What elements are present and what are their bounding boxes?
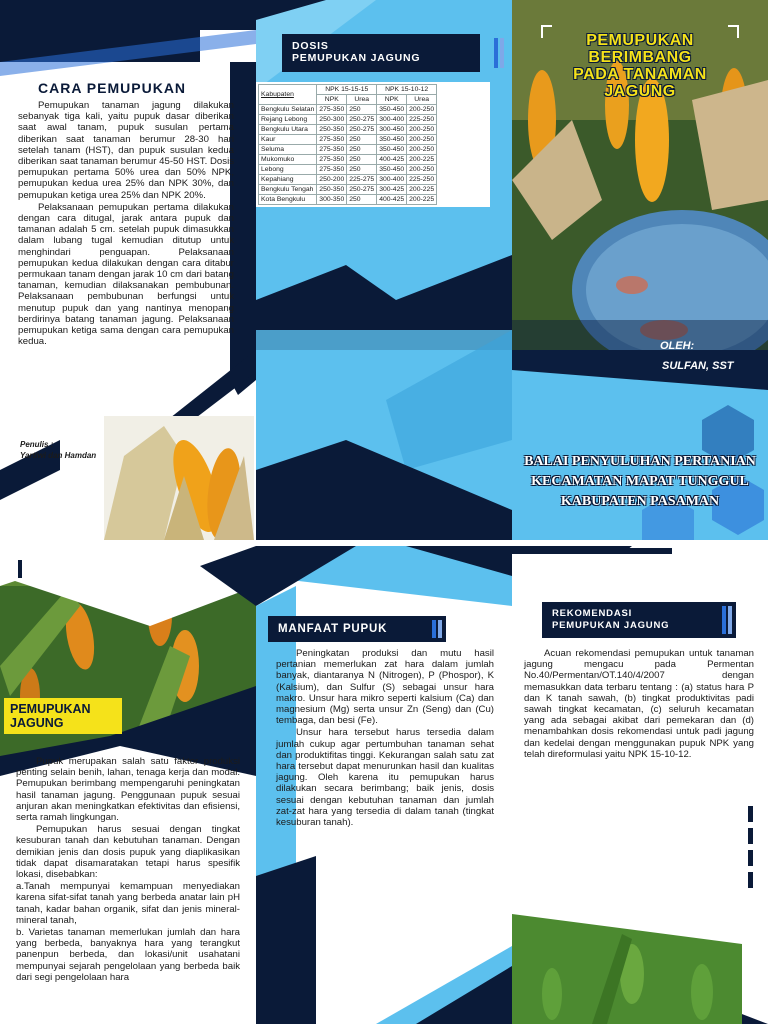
table-cell: 300-425 (377, 185, 407, 195)
table-row (259, 155, 437, 165)
table-cell: 275-350 (317, 145, 347, 155)
panel-cara-pemupukan (0, 0, 256, 540)
cover-title-line2: BERIMBANG (588, 49, 692, 66)
cara-paragraph-2: Pelaksanaan pemupukan pertama dilakukan dengan cara ditugal, jarak antara pupuk dan tamanan adalah 5 cm. setelah pupuk dimasukkan dalam lubang tugal kemudian ditutup untuk menghindari penguapan. Pelaksanaan pemupukan kedua dilakukan dengan cara ditabur permukaan tanam dengan jarak 10 cm dari batang tanaman, kemudian dilaksanakan pembubunan. Pelaksanaan pembubunan berfungsi untuk menutup pupuk dan yang nantinya menopang berdirinya batang tanaman jagung. Pelaksanaan pemupukan ketiga sama dengan cara pemupukan kedua. (18, 201, 234, 348)
dosis-stripe-2 (500, 38, 504, 68)
table-cell: 275-350 (317, 135, 347, 145)
pemupukan-title-line1: PEMUPUKAN (10, 702, 91, 716)
table-subheader-npk-2: NPK (377, 95, 407, 105)
cara-paragraph-1: Pemupukan tanaman jagung dilakukan sebanyak tiga kali, yaitu pupuk dasar diberikan saat awal tanam, pupuk susulan pertama diberikan saat tanaman berumur 28-30 hari setelah tanam (HST), dan pupuk susulan kedua diberikan saat tanaman berumur 45-50 HST. Dosis pemupukan pertama 50% urea dan 50% NPK, pemupukan kedua urea 25% dan NPK 30%, dan pemupukan ketiga urea 25% dan NPK 20%. (18, 100, 234, 201)
pemupukan-paragraph-3: a.Tanah mempunyai kemampuan menyediakan karena sifat-sifat tanah yang berbeda anatar lain pH tanah, kadar bahan organik, sifat dan jenis mineral-mineral tanah, (16, 881, 240, 926)
dosis-banner (282, 34, 480, 72)
table-row (259, 135, 437, 145)
table-cell: 275-350 (317, 155, 347, 165)
table-cell: 350-450 (377, 145, 407, 155)
table-row (259, 115, 437, 125)
table-cell: 250-350 (317, 185, 347, 195)
table-header-group1: NPK 15-15-15 (317, 85, 377, 95)
table-cell: 200-225 (407, 155, 437, 165)
table-row (259, 165, 437, 175)
cover-org (516, 452, 764, 512)
dosis-stripe-1 (494, 38, 498, 68)
table-subheader-npk-1: NPK (317, 95, 347, 105)
rekomendasi-stripe-1 (722, 606, 726, 634)
table-cell: 200-250 (407, 165, 437, 175)
penulis-label: Penulis : (20, 440, 54, 449)
table-row (259, 175, 437, 185)
dosis-table-wrap (256, 82, 490, 207)
panel-manfaat-pupuk (256, 546, 512, 1024)
cover-author: SULFAN, SST (662, 360, 734, 372)
table-cell: 250 (347, 155, 377, 165)
table-cell: 250-200 (317, 175, 347, 185)
table-cell: 350-450 (377, 135, 407, 145)
rekomendasi-stripe-2 (728, 606, 732, 634)
rekomendasi-body (524, 648, 754, 761)
table-cell: 200-250 (407, 145, 437, 155)
rekomendasi-title-line1: REKOMENDASI (552, 608, 633, 619)
table-cell: 350-450 (377, 105, 407, 115)
table-cell: Rejang Lebong (259, 115, 317, 125)
table-cell: Lebong (259, 165, 317, 175)
table-cell: Kota Bengkulu (259, 195, 317, 205)
table-cell: 400-425 (377, 195, 407, 205)
corn-plant-photo (512, 904, 742, 1024)
table-cell: 200-225 (407, 195, 437, 205)
table-cell: 275-350 (317, 105, 347, 115)
table-cell: 250-300 (317, 115, 347, 125)
cover-org-line1: BALAI PENYULUHAN PERTANIAN (524, 454, 756, 469)
panel-rekomendasi (512, 546, 768, 1024)
table-cell: 250-275 (347, 125, 377, 135)
table-cell: 250-275 (347, 185, 377, 195)
pemupukan-title (4, 698, 122, 734)
dosis-title-line1: DOSIS (292, 40, 329, 52)
table-cell: 225-250 (407, 115, 437, 125)
cover-title-line3: PADA TANAMAN (573, 66, 707, 83)
cover-org-line2: KECAMATAN MAPAT TUNGGUL (531, 474, 749, 489)
cover-title-line1: PEMUPUKAN (586, 32, 694, 49)
table-row (259, 145, 437, 155)
manfaat-paragraph-2: Unsur hara tersebut harus tersedia dalam jumlah cukup agar pertumbuhan tanaman sehat dan produktifitas tinggi. Kekurangan salah satu zat hara tersebut dapat menurunkan hasil dan kualitas jagung. Oleh karena itu pemupukan harus dilakukan secara berimbang; baik jenis, dosis sesuai dengan kebutuhan tanaman dan jumlah zat-zat hara yang tersedia di dalam tanah (tingkat kesuburan tanah). (276, 727, 494, 829)
penulis-names: Yartiwi dan Hamdan (20, 451, 97, 460)
pemupukan-paragraph-2: Pemupukan harus sesuai dengan tingkat kesuburan tanah dan kebutuhan tanaman. Dengan demikian jenis dan dosis pupuk yang diaplikasikan tidak dapat disamaratakan tetapi harus spesifik lokasi, disebabkan: (16, 824, 240, 881)
table-cell: 200-250 (407, 135, 437, 145)
cover-title-line4: JAGUNG (604, 83, 676, 100)
pemupukan-paragraph-4: b. Varietas tanaman memerlukan jumlah dan hara yang berbeda, banyaknya hara yang terangkut panenpun berbeda, dan lokasi/unit usahatani mempunyai sejarah pengelolaan yang berbeda baik dari segi pengelolaan hara (16, 927, 240, 983)
table-cell: Bengkulu Utara (259, 125, 317, 135)
rekomendasi-title-line2: PEMUPUKAN JAGUNG (552, 620, 670, 631)
dosis-table (258, 84, 437, 205)
table-cell: 400-425 (377, 155, 407, 165)
rekomendasi-banner (542, 602, 736, 638)
table-header-group2: NPK 15-10-12 (377, 85, 437, 95)
table-cell: 350-450 (377, 165, 407, 175)
corn-photo (104, 416, 254, 540)
manfaat-paragraph-1: Peningkatan produksi dan mutu hasil pertanian memerlukan zat hara dalam jumlah banyak, diantaranya N (Nitrogen), P (Phospor), K (Kalsium), dan Sulfur (S) sebagai unsur hara makro. Unsur hara mikro seperti kalsium (Ca) dan magnesium (Mg) serta unsur Zn (Seng) dan (Cu) tembaga, dan besi (Fe). (276, 648, 494, 727)
table-subheader-urea-1: Urea (347, 95, 377, 105)
manfaat-stripe-1 (432, 620, 436, 638)
table-cell: 250 (347, 135, 377, 145)
table-cell: 300-400 (377, 115, 407, 125)
table-header-kabupaten: Kabupaten (259, 85, 317, 105)
panel-dosis (256, 0, 512, 540)
table-cell: 225-275 (347, 175, 377, 185)
table-cell: 250-275 (347, 115, 377, 125)
table-cell: 250 (347, 145, 377, 155)
manfaat-body (276, 648, 494, 829)
cara-title: CARA PEMUPUKAN (38, 80, 187, 96)
table-cell: Kaur (259, 135, 317, 145)
table-row (259, 125, 437, 135)
table-cell: 225-250 (407, 175, 437, 185)
table-cell: 200-250 (407, 105, 437, 115)
manfaat-title: MANFAAT PUPUK (278, 623, 388, 635)
cover-title (542, 32, 738, 100)
table-cell: 300-400 (377, 175, 407, 185)
table-cell: 300-350 (317, 195, 347, 205)
table-cell: Bengkulu Tengah (259, 185, 317, 195)
table-cell: 250-350 (317, 125, 347, 135)
cover-org-line3: KABUPATEN PASAMAN (560, 494, 720, 509)
table-cell: 200-225 (407, 185, 437, 195)
table-row (259, 105, 437, 115)
pemupukan-body (16, 756, 240, 1024)
table-subheader-urea-2: Urea (407, 95, 437, 105)
rekomendasi-paragraph: Acuan rekomendasi pemupukan untuk tanaman jagung mengacu pada Permentan No.40/Permentan/OT.140/4/2007 dengan memasukkan data terbaru tentang : (a) status hara P dan K tanah sawah, (b) tingkat produktivitas padi sawah tingkat kecamatan, (c) seluruh kecamatan yang ada sebagai akibat dari pemekaran dan (d) menambahkan dosis rekomendasi untuk padi jagung dan kedelai dengan menggunakan pupuk NPK yang telah direformulasi yaitu NPK 15-10-12. (524, 648, 754, 760)
manfaat-banner (268, 616, 446, 642)
manfaat-stripe-2 (438, 620, 442, 638)
decor-blue-shapes (256, 0, 512, 540)
table-cell: 250 (347, 195, 377, 205)
panel-cover (512, 0, 768, 540)
table-cell: 250 (347, 165, 377, 175)
table-row (259, 185, 437, 195)
table-row (259, 195, 437, 205)
table-cell: Bengkulu Selatan (259, 105, 317, 115)
cara-body (18, 100, 234, 348)
table-cell: 250 (347, 105, 377, 115)
pemupukan-title-line2: JAGUNG (10, 716, 64, 730)
table-cell: Mukomuko (259, 155, 317, 165)
table-cell: 300-450 (377, 125, 407, 135)
table-cell: 200-250 (407, 125, 437, 135)
panel-pemupukan-jagung (0, 546, 256, 1024)
dosis-title-line2: PEMUPUKAN JAGUNG (292, 52, 421, 64)
pemupukan-paragraph-1: Pupuk merupakan salah satu faktor produksi penting selain benih, lahan, tenaga kerja dan modal. Pemupukan berimbang mempengaruhi peningkatan hasil tanaman jagung. Penggunaan pupuk sesuai anjuran akan meningkatkan efektivitas dan efisiensi, serta ramah lingkungan. (16, 756, 240, 824)
table-cell: Seluma (259, 145, 317, 155)
table-cell: Kepahiang (259, 175, 317, 185)
table-cell: 275-350 (317, 165, 347, 175)
cover-oleh: OLEH: (660, 340, 695, 352)
